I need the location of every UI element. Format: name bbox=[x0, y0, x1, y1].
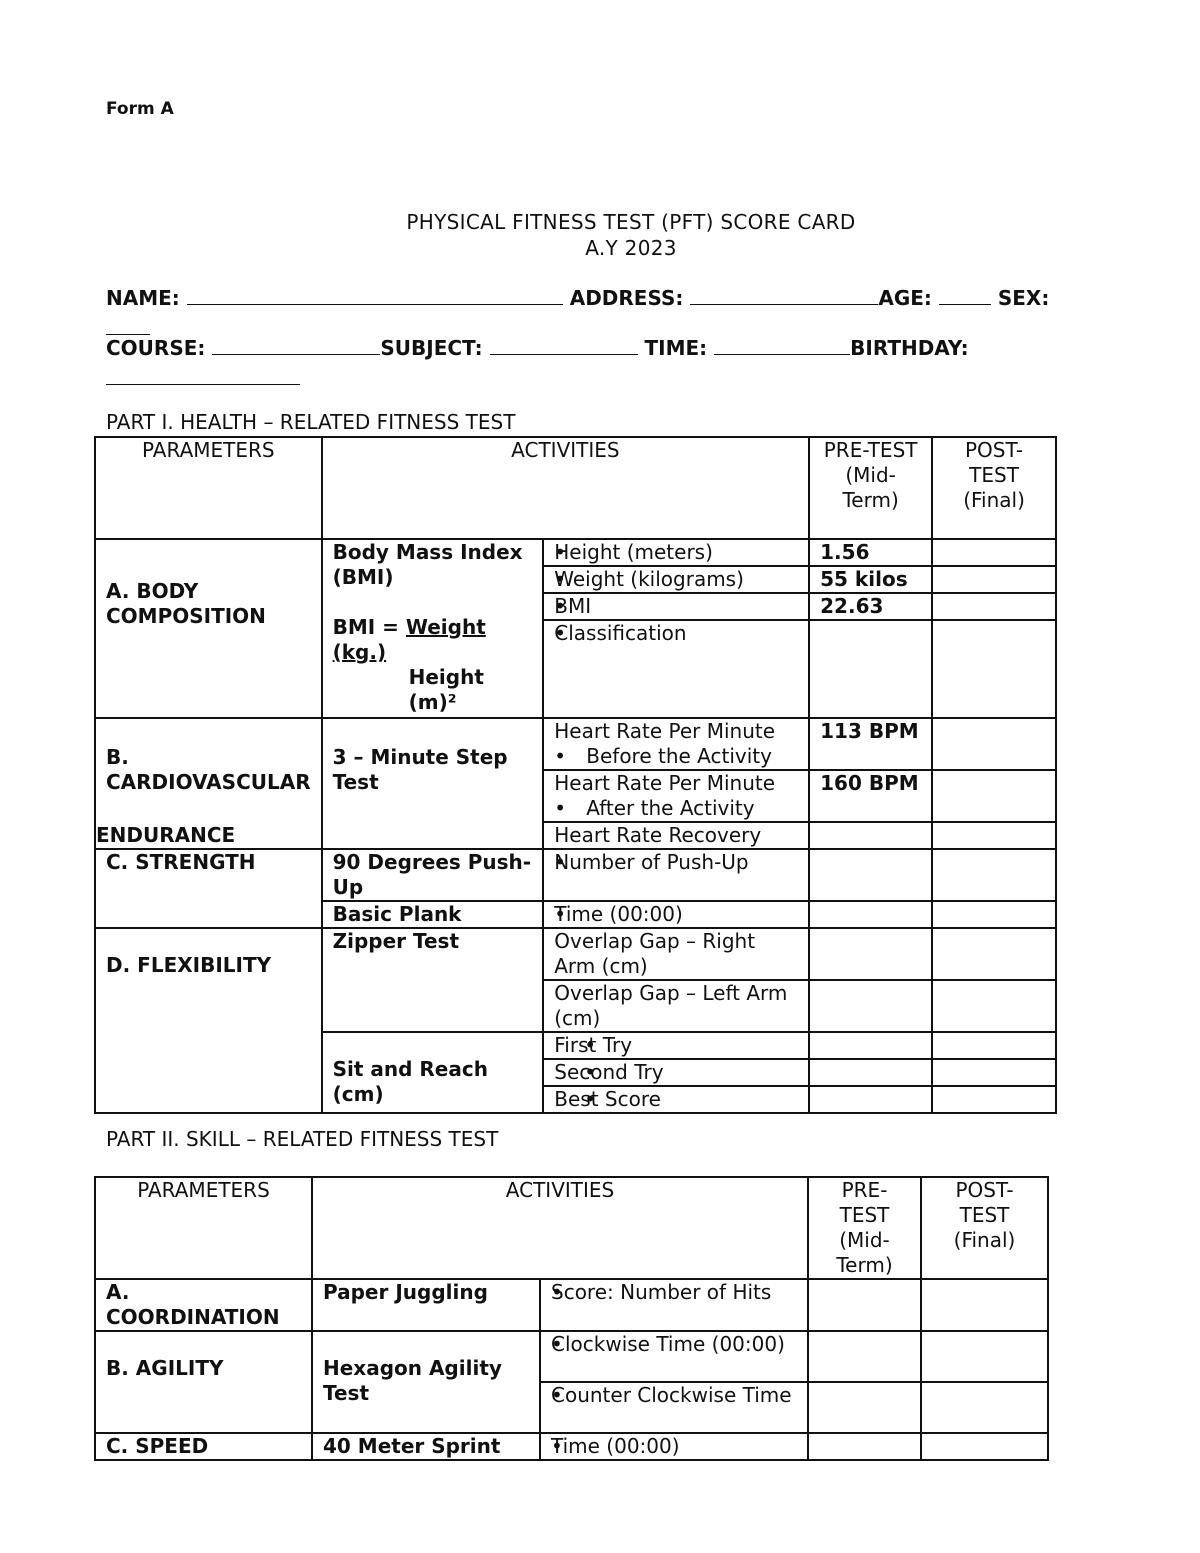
birthday-field[interactable] bbox=[106, 370, 300, 385]
post-value[interactable] bbox=[932, 1086, 1056, 1113]
post-value[interactable] bbox=[932, 718, 1056, 770]
post-value[interactable] bbox=[932, 980, 1056, 1032]
header-pre-test: PRE-TEST (Mid-Term) bbox=[808, 1177, 921, 1279]
row-label: • Height (meters) bbox=[543, 539, 809, 566]
pre-value[interactable] bbox=[809, 928, 932, 980]
param-speed: C. SPEED bbox=[95, 1433, 312, 1460]
post-value[interactable] bbox=[932, 849, 1056, 901]
subject-label: SUBJECT: bbox=[380, 336, 483, 360]
header-parameters: PARAMETERS bbox=[95, 1177, 312, 1279]
form-label: Form A bbox=[106, 99, 174, 119]
row-label: Heart Rate Recovery bbox=[543, 822, 809, 849]
time-label: TIME: bbox=[644, 336, 708, 360]
pre-value[interactable]: 55 kilos bbox=[809, 566, 932, 593]
row-label: • Clockwise Time (00:00) bbox=[540, 1331, 808, 1382]
name-label: NAME: bbox=[106, 286, 180, 310]
header-parameters: PARAMETERS bbox=[95, 437, 322, 539]
post-value[interactable] bbox=[921, 1279, 1048, 1331]
row-label: • BMI bbox=[543, 593, 809, 620]
activity-zipper-test: Zipper Test bbox=[322, 928, 544, 1032]
activity-step-test: 3 – Minute Step Test bbox=[322, 718, 544, 849]
post-value[interactable] bbox=[932, 566, 1056, 593]
pre-value[interactable]: 160 BPM bbox=[809, 770, 932, 822]
pre-value[interactable] bbox=[809, 849, 932, 901]
subject-field[interactable] bbox=[490, 337, 638, 355]
age-label: AGE: bbox=[878, 286, 932, 310]
pre-value[interactable] bbox=[808, 1382, 921, 1433]
row-label-text: Heart Rate Per Minute bbox=[554, 771, 776, 795]
row-label-text: Heart Rate Per Minute bbox=[554, 719, 776, 743]
param-flexibility: D. FLEXIBILITY bbox=[95, 928, 322, 1113]
post-value[interactable] bbox=[932, 593, 1056, 620]
name-field[interactable] bbox=[187, 287, 563, 305]
page-subtitle: A.Y 2023 bbox=[585, 236, 677, 260]
info-line-2 bbox=[106, 336, 1106, 360]
bmi-formula-denominator: Height (m)² bbox=[408, 665, 484, 714]
activity-hexagon: Hexagon Agility Test bbox=[312, 1331, 540, 1433]
pre-value[interactable] bbox=[808, 1433, 921, 1460]
address-field[interactable] bbox=[690, 287, 878, 305]
row-label: • Time (00:00) bbox=[540, 1433, 808, 1460]
part2-table bbox=[94, 1176, 1049, 1461]
post-value[interactable] bbox=[932, 901, 1056, 928]
bmi-formula bbox=[333, 615, 533, 665]
row-label: Overlap Gap – Left Arm (cm) bbox=[543, 980, 809, 1032]
post-value[interactable] bbox=[932, 620, 1056, 718]
post-value[interactable] bbox=[921, 1433, 1048, 1460]
course-field[interactable] bbox=[212, 337, 380, 355]
post-value[interactable] bbox=[932, 1059, 1056, 1086]
row-label: • Second Try bbox=[543, 1059, 809, 1086]
pre-value[interactable] bbox=[809, 822, 932, 849]
post-value[interactable] bbox=[932, 539, 1056, 566]
birthday-label: BIRTHDAY: bbox=[850, 336, 969, 360]
param-body-composition: A. BODY COMPOSITION bbox=[95, 539, 322, 718]
row-bullet: • Before the Activity bbox=[544, 744, 798, 769]
sex-label: SEX: bbox=[997, 286, 1050, 310]
pre-value[interactable] bbox=[808, 1279, 921, 1331]
row-label: Overlap Gap – Right Arm (cm) bbox=[543, 928, 809, 980]
activity-plank: Basic Plank bbox=[322, 901, 544, 928]
course-label: COURSE: bbox=[106, 336, 206, 360]
header-activities: ACTIVITIES bbox=[312, 1177, 808, 1279]
part1-table bbox=[94, 436, 1057, 1114]
post-value[interactable] bbox=[921, 1382, 1048, 1433]
time-field[interactable] bbox=[714, 337, 850, 355]
row-label: • Score: Number of Hits bbox=[540, 1279, 808, 1331]
sex-field[interactable] bbox=[106, 320, 150, 335]
row-label: • Best Score bbox=[543, 1086, 809, 1113]
pre-value[interactable] bbox=[809, 1086, 932, 1113]
post-value[interactable] bbox=[932, 770, 1056, 822]
page-title: PHYSICAL FITNESS TEST (PFT) SCORE CARD bbox=[406, 210, 856, 234]
row-label: • Weight (kilograms) bbox=[543, 566, 809, 593]
activity-push-up: 90 Degrees Push-Up bbox=[322, 849, 544, 901]
pre-value[interactable] bbox=[809, 620, 932, 718]
address-label: ADDRESS: bbox=[569, 286, 684, 310]
age-field[interactable] bbox=[939, 287, 991, 305]
pre-value[interactable] bbox=[808, 1331, 921, 1382]
part2-heading: PART II. SKILL – RELATED FITNESS TEST bbox=[106, 1127, 499, 1151]
post-value[interactable] bbox=[932, 928, 1056, 980]
post-value[interactable] bbox=[921, 1331, 1048, 1382]
param-cardio bbox=[95, 718, 322, 849]
row-label bbox=[543, 770, 809, 822]
row-label: • Classification bbox=[543, 620, 809, 718]
bmi-title: Body Mass Index (BMI) bbox=[332, 540, 523, 589]
param-strength: C. STRENGTH bbox=[95, 849, 322, 928]
activity-bmi bbox=[322, 539, 544, 718]
info-line-1 bbox=[106, 286, 1106, 310]
activity-sprint: 40 Meter Sprint bbox=[312, 1433, 540, 1460]
row-label: • Counter Clockwise Time bbox=[540, 1382, 808, 1433]
param-coordination: A. COORDINATION bbox=[95, 1279, 312, 1331]
pre-value[interactable]: 1.56 bbox=[809, 539, 932, 566]
header-pre-test: PRE-TEST (Mid-Term) bbox=[809, 437, 932, 539]
pre-value[interactable]: 113 BPM bbox=[809, 718, 932, 770]
param-cardio-endurance: ENDURANCE bbox=[96, 823, 236, 847]
param-agility: B. AGILITY bbox=[95, 1331, 312, 1433]
row-label bbox=[543, 718, 809, 770]
activity-sit-reach: Sit and Reach (cm) bbox=[322, 1032, 544, 1113]
activity-paper-juggling: Paper Juggling bbox=[312, 1279, 540, 1331]
pre-value[interactable] bbox=[809, 901, 932, 928]
pre-value[interactable]: 22.63 bbox=[809, 593, 932, 620]
part1-heading: PART I. HEALTH – RELATED FITNESS TEST bbox=[106, 410, 516, 434]
bmi-formula-lhs: BMI = bbox=[332, 615, 406, 639]
post-value[interactable] bbox=[932, 822, 1056, 849]
row-label: • Number of Push-Up bbox=[543, 849, 809, 901]
header-post-test: POST-TEST (Final) bbox=[921, 1177, 1048, 1279]
header-activities: ACTIVITIES bbox=[322, 437, 810, 539]
row-bullet: • After the Activity bbox=[544, 796, 798, 821]
header-post-test: POST-TEST (Final) bbox=[932, 437, 1056, 539]
pre-value[interactable] bbox=[809, 980, 932, 1032]
pre-value[interactable] bbox=[809, 1059, 932, 1086]
bmi-formula-numerator: Weight (kg.) bbox=[332, 615, 486, 664]
post-value[interactable] bbox=[932, 1032, 1056, 1059]
row-label: • First Try bbox=[543, 1032, 809, 1059]
param-cardio-label: B. CARDIOVASCULAR bbox=[106, 745, 311, 794]
pre-value[interactable] bbox=[809, 1032, 932, 1059]
row-label: • Time (00:00) bbox=[543, 901, 809, 928]
